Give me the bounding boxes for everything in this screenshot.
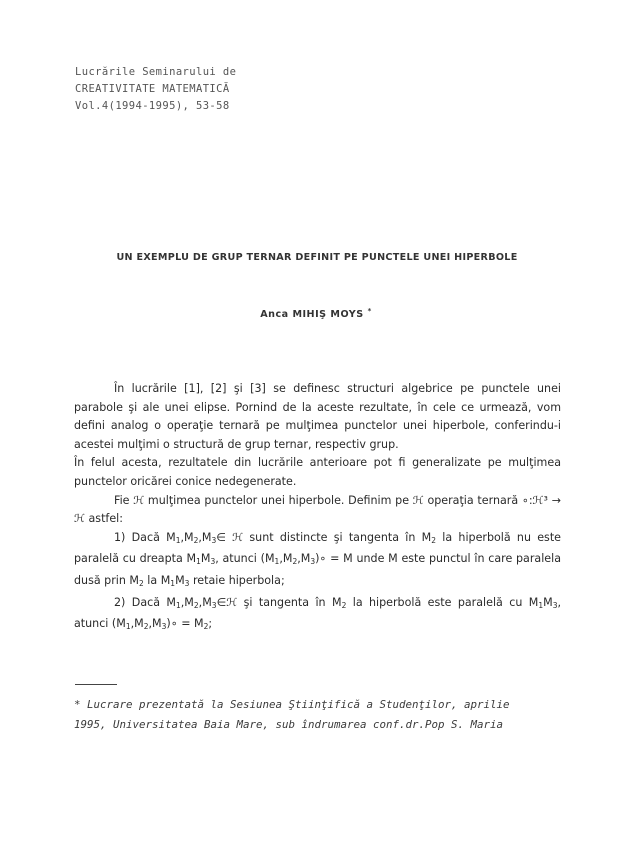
author-line bbox=[0, 307, 632, 320]
definition-case-2: 2) Dacă $M_1,M_2,M_3\in ℋ$ şi tangenta în $M_2$ la hiperbolă este paralelă cu $M_1M_3$, atunci $(M_1,M_2,M_3)\circ = M_2$; bbox=[74, 595, 562, 632]
journal-header bbox=[75, 64, 236, 115]
paragraph-definition: Fie ℋ mulţimea punctelor unei hiperbole. Definim pe ℋ operaţia ternară ∘:ℋ³ → ℋ astfel: bbox=[74, 493, 561, 526]
footnote-marker: * bbox=[367, 307, 372, 315]
header-line-2: CREATIVITATE MATEMATICĂ bbox=[75, 83, 230, 95]
footnote-separator bbox=[75, 684, 117, 685]
paragraph-generalization: În felul acesta, rezultatele din lucrările anterioare pot fi generalizate pe mulţimea punctelor oricărei conice nedegenerate. bbox=[74, 456, 561, 488]
definition-case-1: 1) Dacă $M_1,M_2,M_3\in$ ℋ sunt distincte şi tangenta în $M_2$ la hiperbolă nu este paralelă cu dreapta $M_1M_3$, atunci $(M_1,M_2,M_3)\circ = M$ unde M este punctul în care paralela dusă prin $M_2$ la $M_1M_3$ retaie hiperbola; bbox=[74, 530, 562, 588]
footnote-line-1: * Lucrare prezentată la Sesiunea Ştiinţifică a Studenţilor, aprilie bbox=[74, 698, 510, 711]
paper-body bbox=[74, 380, 561, 637]
paper-title: UN EXEMPLU DE GRUP TERNAR DEFINIT PE PUNCTELE UNEI HIPERBOLE bbox=[116, 252, 518, 263]
paragraph-intro: În lucrările [1], [2] şi [3] se definesc structuri algebrice pe punctele unei parabole şi ale unei elipse. Pornind de la aceste rezultate, în cele ce urmează, vom defini analog o operaţie ternară pe mulţimea punctelor unei hiperbole, conferindu-i acestei mulţimi o structură de grup ternar, respectiv grup. bbox=[74, 382, 561, 451]
header-line-1: Lucrările Seminarului de bbox=[75, 66, 237, 78]
author-name: Anca MIHIŞ MOYS bbox=[260, 309, 364, 321]
footnote bbox=[74, 695, 564, 735]
footnote-line-2: 1995, Universitatea Baia Mare, sub îndrumarea conf.dr.Pop S. Maria bbox=[74, 718, 504, 731]
header-line-3: Vol.4(1994-1995), 53-58 bbox=[75, 100, 230, 112]
